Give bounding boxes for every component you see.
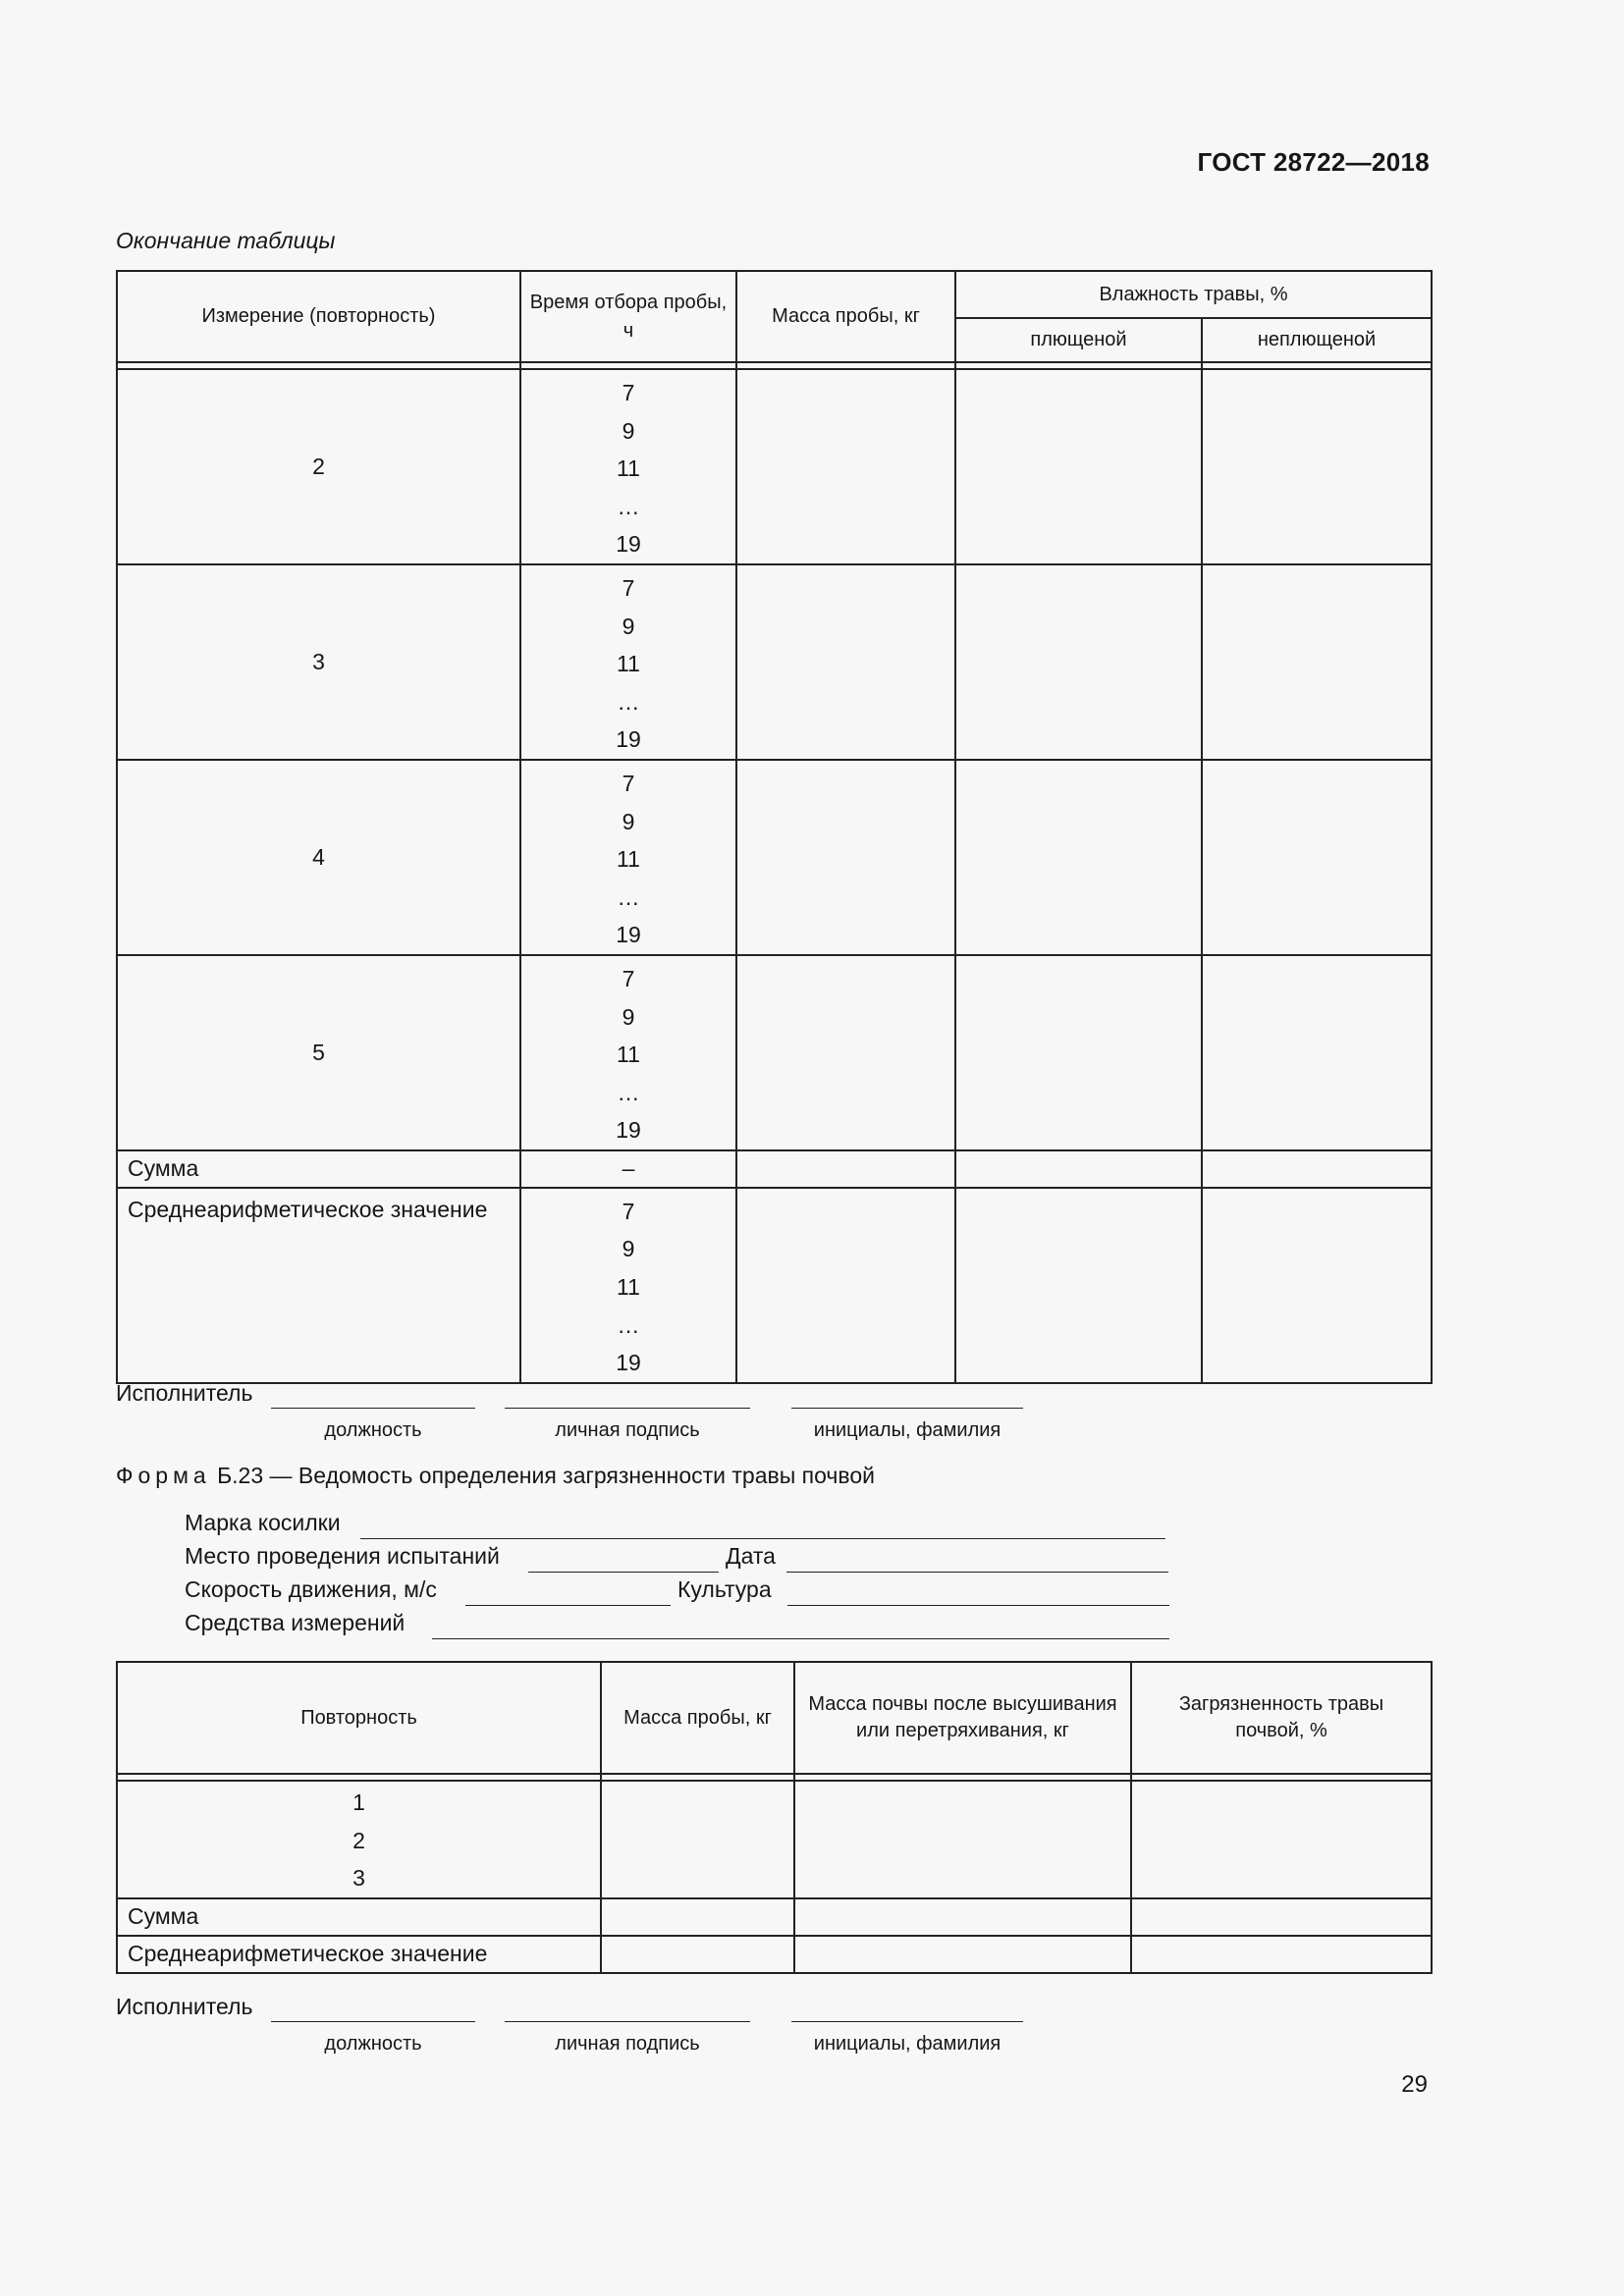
speed-crop-field [185,1576,1170,1608]
signature-line[interactable] [505,2021,750,2022]
page-number: 29 [1401,2071,1428,2098]
table-row [117,1781,1432,1898]
flattened-cell [955,369,1202,564]
unflattened-cell [1202,955,1432,1150]
unflattened-cell [1202,564,1432,760]
average-label: Среднеарифметическое значение [117,1188,520,1383]
unflattened-cell [1202,369,1432,564]
executor-label: Исполнитель [116,1994,253,2019]
crop-label: Культура [677,1576,772,1602]
name-line[interactable] [791,2021,1023,2022]
header-soil-mass: Масса почвы после высушивания или перетряхивания, кг [794,1662,1131,1774]
sum-row [117,1150,1432,1188]
speed-label: Скорость движения, м/с [185,1576,437,1602]
humidity-table [116,270,1433,1384]
mass-cell [736,369,955,564]
position-line[interactable] [271,1408,475,1409]
mass-cell [736,760,955,955]
header-sample-mass: Масса пробы, кг [601,1662,794,1774]
mower-field [185,1510,1170,1541]
header-measurement: Измерение (повторность) [117,271,520,362]
name-line[interactable] [791,1408,1023,1409]
contamination-table [116,1661,1433,1974]
header-unflattened: неплющеной [1202,318,1432,362]
repetition-cell: 1 2 3 [117,1781,601,1898]
time-cell: 7 9 11 … 19 [520,955,736,1150]
table-caption: Окончание таблицы [116,228,336,253]
header-contamination: Загрязненность травы почвой, % [1131,1662,1432,1774]
date-input-line[interactable] [786,1572,1168,1573]
flattened-cell [955,760,1202,955]
unflattened-cell [1202,760,1432,955]
header-mass: Масса пробы, кг [736,271,955,362]
measurement-cell: 3 [117,564,520,760]
place-label: Место проведения испытаний [185,1543,500,1569]
flattened-cell [955,564,1202,760]
mass-cell [736,564,955,760]
position-caption: должность [324,2033,422,2055]
table-row [117,955,1432,1150]
executor-label: Исполнитель [116,1380,253,1406]
position-line[interactable] [271,2021,475,2022]
form-title-text: — Ведомость определения загрязненности травы почвой [269,1463,875,1488]
sum-label: Сумма [117,1150,520,1188]
average-row [117,1936,1432,1973]
time-cell: 7 9 11 … 19 [520,1188,736,1383]
measurement-cell: 5 [117,955,520,1150]
sum-label: Сумма [117,1898,601,1936]
instruments-input-line[interactable] [432,1638,1169,1639]
time-cell: 7 9 11 … 19 [520,760,736,955]
sum-row [117,1898,1432,1936]
place-input-line[interactable] [528,1572,719,1573]
measurement-cell: 4 [117,760,520,955]
table-row [117,564,1432,760]
signature-caption: личная подпись [555,1419,700,1441]
form-title [116,1463,875,1489]
average-row [117,1188,1432,1383]
sum-time-cell: – [520,1150,736,1188]
instruments-field [185,1610,1170,1641]
position-caption: должность [324,1419,422,1441]
header-flattened: плющеной [955,318,1202,362]
flattened-cell [955,955,1202,1150]
mass-cell [736,955,955,1150]
crop-input-line[interactable] [787,1605,1169,1606]
date-label: Дата [726,1543,776,1569]
form-prefix: Форма [116,1463,211,1488]
document-code: ГОСТ 28722—2018 [1197,147,1430,177]
header-time: Время отбора пробы, ч [520,271,736,362]
place-date-field [185,1543,1170,1575]
instruments-label: Средства измерений [185,1610,406,1635]
average-label: Среднеарифметическое значение [117,1936,601,1973]
header-repetition: Повторность [117,1662,601,1774]
header-humidity: Влажность травы, % [955,271,1432,318]
name-caption: инициалы, фамилия [813,1419,1001,1441]
time-cell: 7 9 11 … 19 [520,564,736,760]
speed-input-line[interactable] [465,1605,671,1606]
mower-input-line[interactable] [360,1538,1165,1539]
measurement-cell: 2 [117,369,520,564]
form-number: Б.23 [217,1463,264,1488]
name-caption: инициалы, фамилия [813,2033,1001,2055]
signature-line[interactable] [505,1408,750,1409]
table-row [117,369,1432,564]
signature-caption: личная подпись [555,2033,700,2055]
table-row [117,760,1432,955]
time-cell: 7 9 11 … 19 [520,369,736,564]
mower-label: Марка косилки [185,1510,341,1535]
